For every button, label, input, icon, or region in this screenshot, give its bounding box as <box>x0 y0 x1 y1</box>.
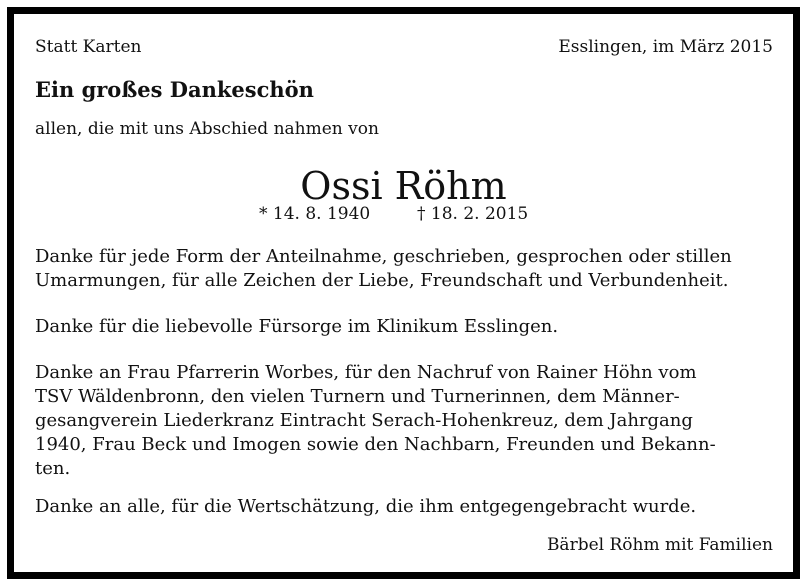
header-right: Esslingen, im März 2015 <box>558 37 773 57</box>
heading: Ein großes Dankeschön <box>35 77 314 102</box>
death-date: † 18. 2. 2015 <box>417 204 529 224</box>
paragraph-1-line-1: Danke für jede Form der Anteilnahme, geschrieben, gesprochen oder stillen <box>35 246 732 267</box>
paragraph-3-line-2: TSV Wäldenbronn, den vielen Turnern und Turnerinnen, dem Männer- <box>35 386 680 407</box>
paragraph-2: Danke für die liebevolle Fürsorge im Klinikum Esslingen. <box>35 316 559 337</box>
deceased-name: Ossi Röhm <box>300 164 507 208</box>
birth-date: * 14. 8. 1940 <box>259 204 371 224</box>
signature: Bärbel Röhm mit Familien <box>546 535 773 555</box>
obituary-card <box>7 7 800 579</box>
paragraph-3-line-4: 1940, Frau Beck und Imogen sowie den Nachbarn, Freunden und Bekann- <box>35 434 716 455</box>
paragraph-3-line-5: ten. <box>35 458 71 479</box>
paragraph-3-line-1: Danke an Frau Pfarrerin Worbes, für den Nachruf von Rainer Höhn vom <box>35 362 697 383</box>
paragraph-1-line-2: Umarmungen, für alle Zeichen der Liebe, Freundschaft und Verbundenheit. <box>35 270 729 291</box>
paragraph-3-line-3: gesangverein Liederkranz Eintracht Serach-Hohenkreuz, dem Jahrgang <box>35 410 693 431</box>
paragraph-4: Danke an alle, für die Wertschätzung, die ihm entgegengebracht wurde. <box>35 496 697 517</box>
intro-text: allen, die mit uns Abschied nahmen von <box>35 119 379 139</box>
header-left: Statt Karten <box>35 37 142 57</box>
